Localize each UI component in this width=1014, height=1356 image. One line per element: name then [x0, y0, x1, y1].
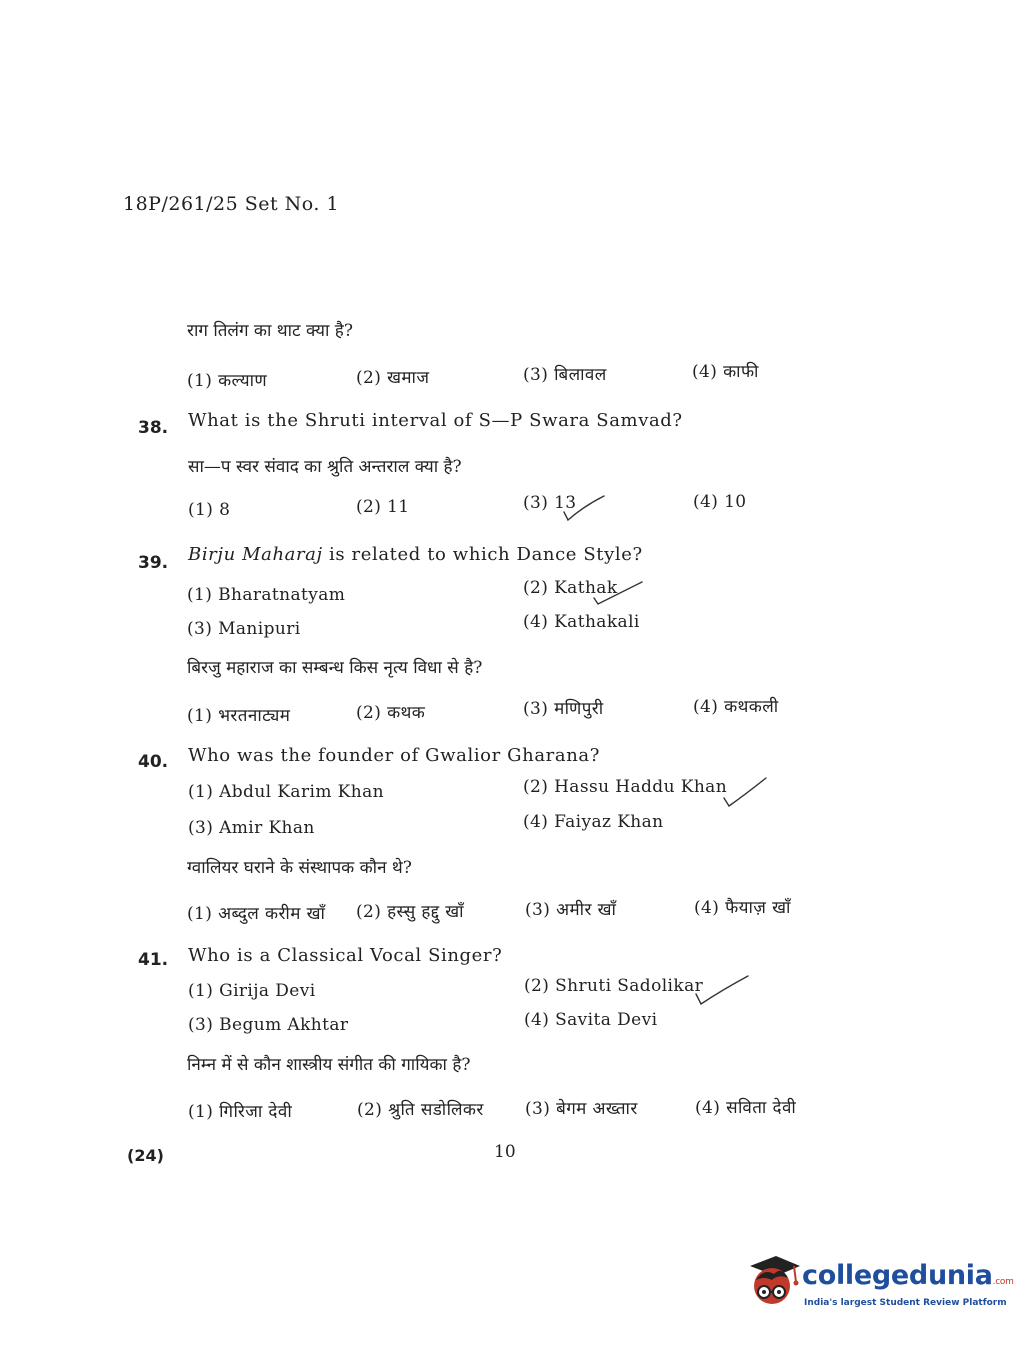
q38-answer-tick-mark: [558, 492, 608, 524]
q38-option-3: (3) 13: [523, 493, 577, 513]
q39-option-4-en: (4) Kathakali: [523, 612, 640, 632]
q41-option-4-hi: (4) सविता देवी: [695, 1098, 797, 1118]
collegedunia-brand: collegedunia: [802, 1260, 993, 1291]
q37-hindi-question: राग तिलंग का थाट क्या है?: [187, 321, 353, 341]
q40-answer-tick-mark: [720, 776, 770, 810]
q39-option-4-hi: (4) कथकली: [693, 697, 779, 717]
collegedunia-suffix: .com: [992, 1277, 1014, 1287]
q38-english-question: What is the Shruti interval of S—P Swara Samvad?: [188, 410, 683, 431]
q40-number: 40.: [138, 752, 169, 772]
q41-number: 41.: [138, 950, 169, 970]
q37-option-3: (3) बिलावल: [523, 365, 607, 385]
q39-hindi-question: बिरजु महाराज का सम्बन्ध किस नृत्य विधा से है?: [187, 658, 483, 678]
q41-hindi-question: निम्न में से कौन शास्त्रीय संगीत की गायिका है?: [187, 1055, 471, 1075]
q38-number: 38.: [138, 418, 169, 438]
q39-english-question: [188, 544, 643, 565]
q38-option-2: (2) 11: [356, 497, 410, 517]
q39-option-2-en: (2) Kathak: [523, 578, 618, 598]
q40-option-1-en: (1) Abdul Karim Khan: [188, 782, 384, 802]
q40-english-question: Who was the founder of Gwalior Gharana?: [188, 745, 600, 766]
footer-booklet-code: (24): [127, 1146, 164, 1165]
q38-hindi-question: सा—प स्वर संवाद का श्रुति अन्तराल क्या है?: [188, 457, 462, 477]
page-number: 10: [494, 1142, 516, 1162]
q37-option-1: (1) कल्याण: [187, 371, 268, 391]
q37-option-2: (2) खमाज: [356, 368, 430, 388]
q39-english-name: Birju Maharaj: [188, 544, 323, 565]
q40-option-4-hi: (4) फैयाज़ खाँ: [694, 898, 791, 918]
q40-hindi-question: ग्वालियर घराने के संस्थापक कौन थे?: [187, 858, 412, 878]
q41-option-1-hi: (1) गिरिजा देवी: [188, 1102, 293, 1122]
q37-option-4: (4) काफी: [692, 362, 759, 382]
collegedunia-wordmark: [802, 1260, 1014, 1291]
q38-option-1: (1) 8: [188, 500, 231, 520]
q39-answer-tick-mark: [590, 580, 646, 610]
q40-option-3-en: (3) Amir Khan: [188, 818, 315, 838]
q40-option-1-hi: (1) अब्दुल करीम खाँ: [187, 904, 326, 924]
q41-option-2-hi: (2) श्रुति सडोलिकर: [357, 1100, 484, 1120]
q41-option-3-en: (3) Begum Akhtar: [188, 1015, 349, 1035]
q41-option-3-hi: (3) बेगम अख्तार: [525, 1099, 638, 1119]
collegedunia-mascot-icon: [742, 1252, 802, 1312]
q41-english-question: Who is a Classical Vocal Singer?: [188, 945, 503, 966]
q39-number: 39.: [138, 553, 169, 573]
paper-code: 18P/261/25 Set No. 1: [123, 193, 340, 215]
q40-option-2-en: (2) Hassu Haddu Khan: [523, 777, 728, 797]
collegedunia-tagline: India's largest Student Review Platform: [804, 1298, 1007, 1308]
q38-option-4: (4) 10: [693, 492, 747, 512]
q39-option-3-en: (3) Manipuri: [187, 619, 301, 639]
q39-option-3-hi: (3) मणिपुरी: [523, 699, 604, 719]
q40-option-4-en: (4) Faiyaz Khan: [523, 812, 664, 832]
q39-option-2-hi: (2) कथक: [356, 703, 426, 723]
collegedunia-watermark: [742, 1252, 1014, 1316]
q41-option-2-en: (2) Shruti Sadolikar: [524, 976, 704, 996]
q40-option-2-hi: (2) हस्सु हद्दु खाँ: [356, 902, 464, 922]
q41-option-4-en: (4) Savita Devi: [524, 1010, 658, 1030]
q39-option-1-en: (1) Bharatnatyam: [187, 585, 346, 605]
q39-option-1-hi: (1) भरतनाट्यम: [187, 706, 291, 726]
q39-english-rest: is related to which Dance Style?: [322, 544, 643, 565]
q41-answer-tick-mark: [692, 974, 752, 1008]
q41-option-1-en: (1) Girija Devi: [188, 981, 316, 1001]
q40-option-3-hi: (3) अमीर खाँ: [525, 900, 617, 920]
